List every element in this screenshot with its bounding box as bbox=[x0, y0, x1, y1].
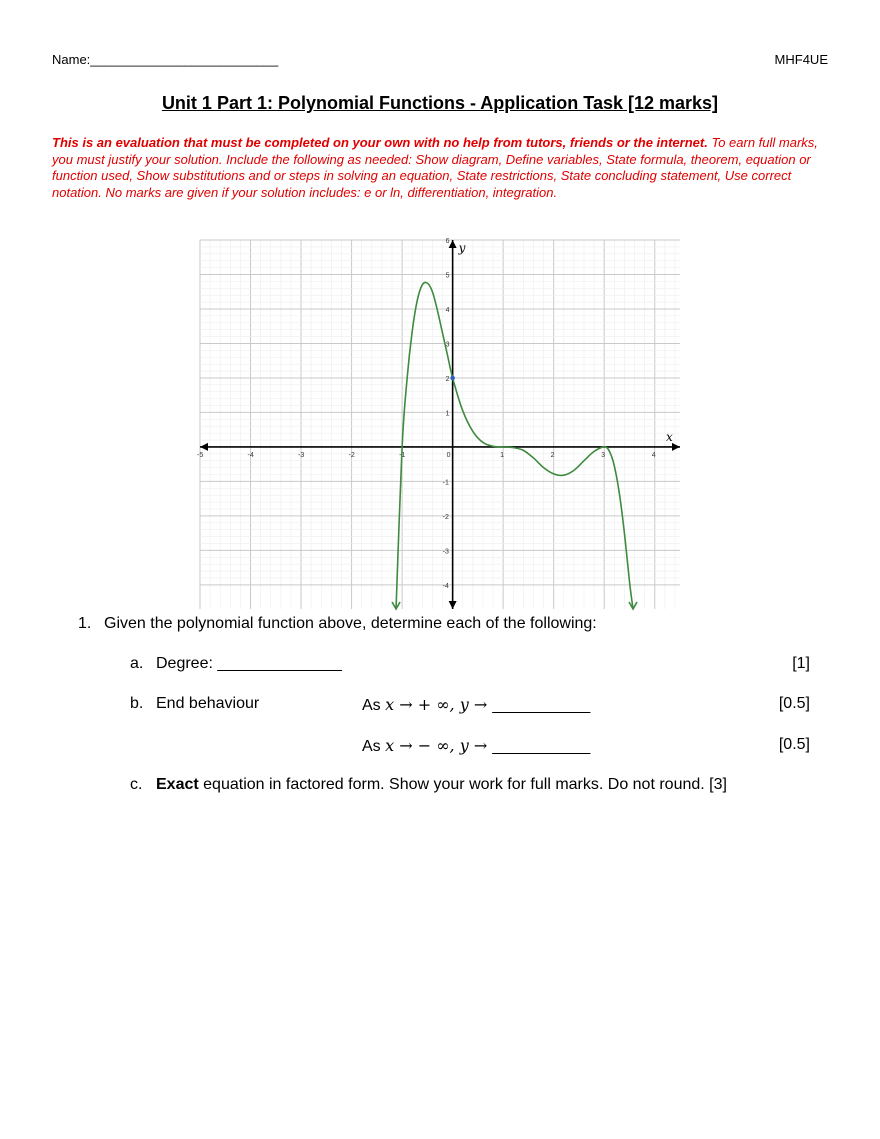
question-1-number: 1. bbox=[78, 615, 92, 632]
y-tick-label: -2 bbox=[442, 513, 449, 521]
y-tick-label: 5 bbox=[445, 272, 450, 280]
x-tick-label: 3 bbox=[601, 451, 606, 459]
end-behaviour-positive[interactable] bbox=[362, 695, 590, 715]
x-tick-label: 1 bbox=[500, 451, 505, 459]
name-field[interactable]: Name:__________________________ bbox=[52, 52, 279, 67]
x-tick-label: 0 bbox=[446, 451, 451, 459]
y-axis-label: y bbox=[458, 241, 466, 255]
x-tick-label: -2 bbox=[348, 451, 355, 459]
y-tick-label: -1 bbox=[442, 479, 449, 487]
x-axis-arrow-right bbox=[672, 443, 680, 451]
x-tick-label: -1 bbox=[399, 451, 406, 459]
y-tick-label: -4 bbox=[442, 582, 449, 590]
y-tick-label: 4 bbox=[445, 306, 450, 314]
x-tick-label: -4 bbox=[247, 451, 254, 459]
end-behaviour-positive-math: x → + ∞, y → bbox=[385, 695, 493, 714]
y-tick-label: 3 bbox=[445, 341, 450, 349]
question-a-degree[interactable]: Degree: ______________ bbox=[156, 655, 342, 672]
instructions-warning: This is an evaluation that must be completed on your own with no help from tutors, friends or the internet. bbox=[52, 135, 708, 150]
y-tick-label: -3 bbox=[442, 548, 449, 556]
question-c-instructions: equation in factored form. Show your work for full marks. Do not round. [3] bbox=[198, 776, 727, 793]
y-tick-label: 2 bbox=[445, 375, 450, 383]
course-code: MHF4UE bbox=[774, 52, 828, 67]
question-c-text bbox=[156, 776, 727, 794]
polynomial-graph bbox=[190, 232, 690, 616]
question-b-letter: b. bbox=[130, 695, 144, 712]
question-b-text: End behaviour bbox=[156, 695, 260, 712]
x-axis-arrow-left bbox=[200, 443, 208, 451]
question-a-letter: a. bbox=[130, 655, 144, 672]
instructions-details: To earn full marks, you must justify your solution. Include the following as needed: Show diagram, Define variables, State formula, theorem, equation or function used, Show substitutions and or steps in solving an equation, State restrictions, State concluding statement, Use correct notation. No marks are given if your solution includes: e or ln, differentiation, integration. bbox=[52, 135, 818, 200]
question-c-exact: Exact bbox=[156, 776, 199, 793]
x-tick-label: 2 bbox=[550, 451, 555, 459]
end-behaviour-negative-math: x → − ∞, y → bbox=[385, 736, 493, 755]
y-axis-arrow-down bbox=[449, 601, 457, 609]
x-tick-label: -3 bbox=[298, 451, 305, 459]
answer-blank[interactable]: ___________ bbox=[492, 697, 591, 714]
polynomial-curve bbox=[396, 282, 633, 609]
x-tick-label: 4 bbox=[651, 451, 656, 459]
y-tick-label: 1 bbox=[445, 410, 450, 418]
as-label: As bbox=[362, 697, 386, 714]
y-tick-label: 6 bbox=[445, 238, 450, 245]
end-behaviour-positive-marks: [0.5] bbox=[778, 695, 810, 712]
as-label: As bbox=[362, 738, 386, 755]
x-axis-label: x bbox=[666, 429, 673, 444]
y-axis-arrow-up bbox=[449, 240, 457, 248]
x-tick-label: -5 bbox=[197, 451, 204, 459]
instructions bbox=[52, 135, 822, 201]
question-c-letter: c. bbox=[130, 776, 143, 793]
end-behaviour-negative[interactable] bbox=[362, 736, 590, 756]
y-intercept-point bbox=[450, 376, 455, 381]
answer-blank[interactable]: ___________ bbox=[492, 738, 591, 755]
page-title: Unit 1 Part 1: Polynomial Functions - Application Task [12 marks] bbox=[161, 93, 719, 113]
end-behaviour-negative-marks: [0.5] bbox=[778, 736, 810, 753]
question-a-marks: [1] bbox=[792, 655, 810, 672]
question-1-text: Given the polynomial function above, determine each of the following: bbox=[104, 615, 597, 632]
